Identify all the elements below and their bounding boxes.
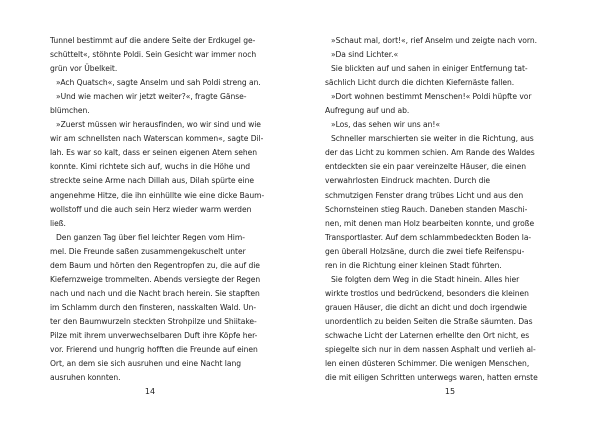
text-line: Tunnel bestimmt auf die andere Seite der Erdkugel ge-: [50, 36, 256, 45]
text-line: ren in die Richtung einer kleinen Stadt führten.: [325, 260, 502, 270]
text-line: spiegelte sich nur in dem nassen Asphalt und verlieh al-: [325, 345, 536, 355]
text-line: verwahrlosten Eindruck machten. Durch die: [325, 176, 491, 186]
text-line: Schneller marschierten sie weiter in die Richtung, aus: [331, 134, 534, 144]
text-line: wollstoff und die auch sein Herz wieder warm werden: [50, 204, 252, 214]
text-line: dem Baum und hörten den Regentropfen zu, die auf die: [50, 260, 260, 270]
text-line: blümchen.: [50, 106, 90, 116]
text-line: konnte. Kimi richtete sich auf, wuchs in die Höhe und: [50, 162, 251, 172]
text-line: »Los, das sehen wir uns an!«: [331, 120, 440, 130]
text-line: entdeckten sie ein paar vereinzelte Häuser, die einen: [325, 162, 526, 172]
text-line: »Schaut mal, dort!«, rief Anselm und zeigte nach vorn.: [331, 36, 537, 45]
text-line: ließ.: [50, 218, 66, 228]
left-page: [50, 34, 285, 385]
text-line: grün vor Übelkeit.: [50, 64, 118, 74]
text-line: Kiefernzweige trommelten. Abends versiegte der Regen: [50, 274, 261, 284]
text-line: unordentlich zu beiden Seiten die Straße säumten. Das: [325, 316, 533, 326]
right-page-number: 15: [444, 387, 456, 396]
text-line: schwache Licht der Laternen erhellte den Ort nicht, es: [325, 330, 530, 340]
left-page-number: 14: [144, 387, 156, 396]
text-line: »Zuerst müssen wir herausfinden, wo wir sind und wie: [56, 120, 261, 130]
text-line: im Schlamm durch den finsteren, nasskalten Wald. Un-: [50, 302, 257, 312]
text-line: grauen Häuser, die dicht an dicht und doch irgendwie: [325, 302, 527, 312]
text-line: Ort, an dem sie sich ausruhen und eine Nacht lang: [50, 359, 241, 369]
text-line: ausruhen konnten.: [50, 373, 121, 383]
text-line: vor. Frierend und hungrig hofften die Freunde auf einen: [50, 345, 258, 355]
right-page: [325, 34, 560, 385]
text-line: Sie folgten dem Weg in die Stadt hinein. Alles hier: [331, 274, 520, 284]
text-line: der das Licht zu kommen schien. Am Rande des Waldes: [325, 148, 535, 158]
text-line: sächlich Licht durch die dichten Kiefernäste fallen.: [325, 78, 515, 88]
text-line: mel. Die Freunde saßen zusammengekuschelt unter: [50, 246, 246, 256]
text-line: »Und wie machen wir jetzt weiter?«, fragte Gänse-: [56, 92, 247, 102]
text-line: angenehme Hitze, die ihn einhüllte wie eine dicke Baum-: [50, 190, 265, 200]
text-line: Pilze mit ihrem unverwechselbaren Duft ihre Köpfe her-: [50, 330, 258, 340]
text-line: schüttelt«, stöhnte Poldi. Sein Gesicht war immer noch: [50, 50, 257, 60]
text-line: Aufregung auf und ab.: [325, 106, 410, 116]
text-line: nen, mit denen man Holz bearbeiten konnte, und große: [325, 218, 535, 228]
text-line: schmutzigen Fenster drang trübes Licht und aus den: [325, 190, 524, 200]
text-line: »Da sind Lichter.«: [331, 50, 399, 60]
text-line: Schornsteinen stieg Rauch. Daneben standen Maschi-: [325, 204, 528, 214]
text-line: gen überall Holzsäne, durch die zwei tiefe Reifenspu-: [325, 246, 525, 256]
text-line: »Dort wohnen bestimmt Menschen!« Poldi hüpfte vor: [331, 92, 532, 102]
text-line: lah. Es war so kalt, dass er seinen eigenen Atem sehen: [50, 148, 258, 158]
text-line: ter den Baumwurzeln steckten Strohpilze und Shiitake-: [50, 316, 257, 326]
text-line: streckte seine Arme nach Dillah aus, Dilah spürte eine: [50, 176, 254, 186]
text-line: Sie blickten auf und sahen in einiger Entfernung tat-: [331, 64, 528, 74]
text-line: Transportlaster. Auf dem schlammbedeckten Boden la-: [325, 232, 532, 242]
text-line: len einen düsteren Schimmer. Die wenigen Menschen,: [325, 359, 530, 369]
text-line: nach und nach und die Nacht brach herein. Sie stapften: [50, 288, 260, 298]
text-line: wirkte trostlos und bedrückend, besonders die kleinen: [325, 288, 529, 298]
text-line: die mit eiligen Schritten unterwegs waren, hatten ernste: [325, 373, 538, 383]
text-line: »Ach Quatsch«, sagte Anselm und sah Poldi streng an.: [56, 78, 261, 88]
text-line: wir am schnellsten nach Waterscan kommen«, sagte Dil-: [50, 134, 264, 144]
text-line: Den ganzen Tag über fiel leichter Regen vom Him-: [56, 232, 245, 242]
